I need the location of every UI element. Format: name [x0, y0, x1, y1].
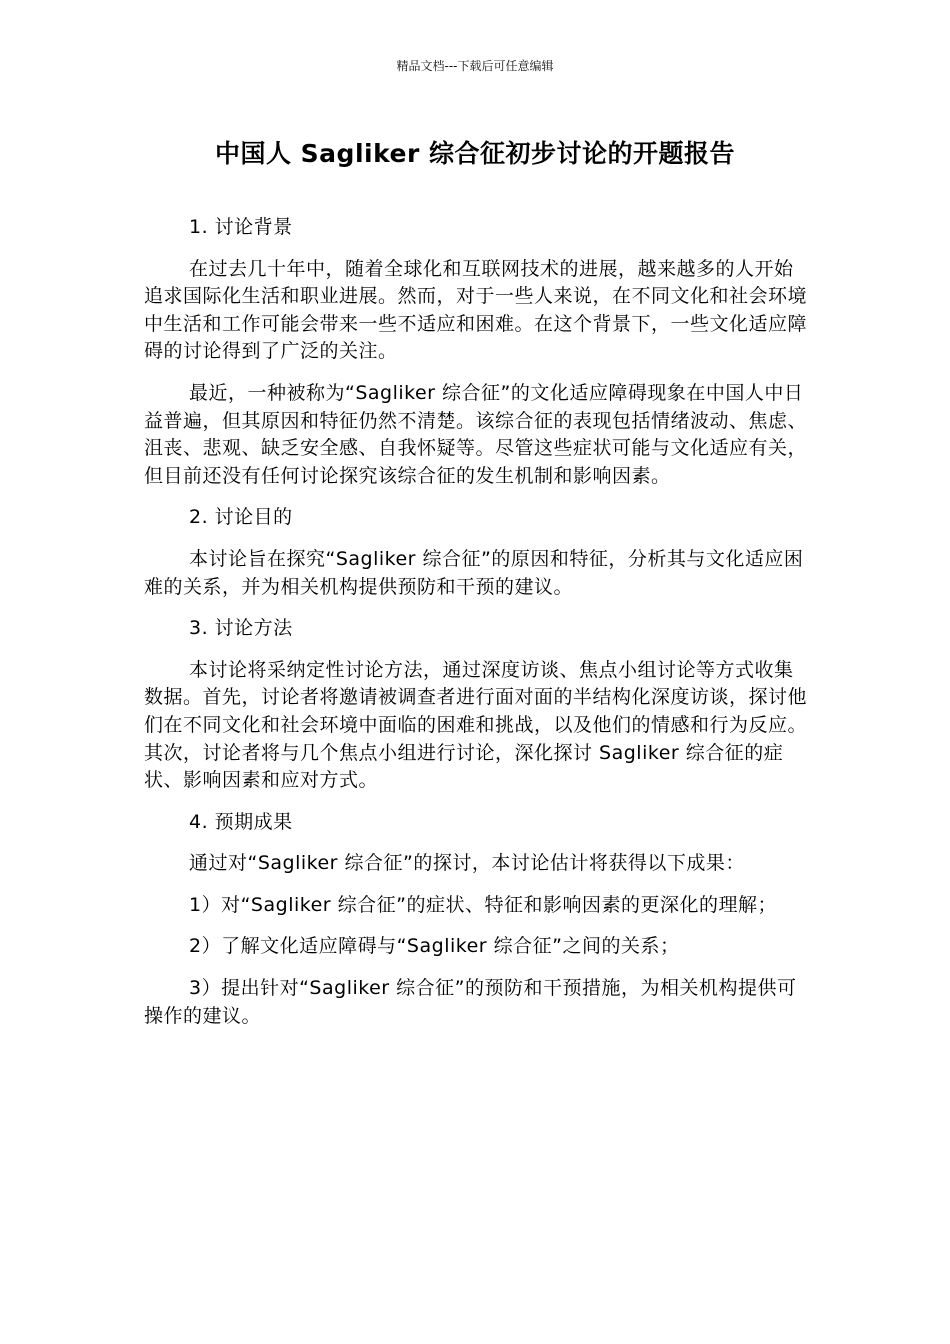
document-body: [144, 214, 808, 1044]
paragraph: 本讨论旨在探究“Sagliker 综合征”的原因和特征，分析其与文化适应困难的关系，并为相关机构提供预防和干预的建议。: [144, 547, 804, 598]
section-heading-method: 3. 讨论方法: [189, 617, 293, 640]
header-note: 精品文档---下载后可任意编辑: [396, 59, 554, 73]
list-item: 2）了解文化适应障碍与“Sagliker 综合征”之间的关系；: [189, 935, 680, 958]
list-item: 1）对“Sagliker 综合征”的症状、特征和影响因素的更深化的理解；: [189, 893, 777, 916]
section-heading-expected-results: 4. 预期成果: [189, 810, 293, 833]
document-title: 中国人 Sagliker 综合征初步讨论的开题报告: [214, 139, 736, 168]
section-heading-purpose: 2. 讨论目的: [189, 506, 293, 529]
paragraph: 本讨论将采纳定性讨论方法，通过深度访谈、焦点小组讨论等方式收集数据。首先，讨论者将邀请被调查者进行面对面的半结构化深度访谈，探讨他们在不同文化和社会环境中面临的困难和挑战，以及他们的情感和行为反应。其次，讨论者将与几个焦点小组进行讨论，深化探讨 Sagliker 综合征的症状、影响因素和应对方式。: [144, 658, 808, 792]
paragraph: 最近，一种被称为“Sagliker 综合征”的文化适应障碍现象在中国人中日益普遍，但其原因和特征仍然不清楚。该综合征的表现包括情绪波动、焦虑、沮丧、悲观、缺乏安全感、自我怀疑等。尽管这些症状可能与文化适应有关，但目前还没有任何讨论探究该综合征的发生机制和影响因素。: [144, 381, 808, 487]
list-item: 3）提出针对“Sagliker 综合征”的预防和干预措施，为相关机构提供可操作的建议。: [144, 977, 797, 1027]
section-heading-background: 1. 讨论背景: [189, 216, 293, 238]
paragraph: 通过对“Sagliker 综合征”的探讨，本讨论估计将获得以下成果：: [189, 852, 745, 875]
paragraph: 在过去几十年中，随着全球化和互联网技术的进展，越来越多的人开始追求国际化生活和职业进展。然而，对于一些人来说，在不同文化和社会环境中生活和工作可能会带来一些不适应和困难。在这个背景下，一些文化适应障碍的讨论得到了广泛的关注。: [144, 257, 808, 363]
